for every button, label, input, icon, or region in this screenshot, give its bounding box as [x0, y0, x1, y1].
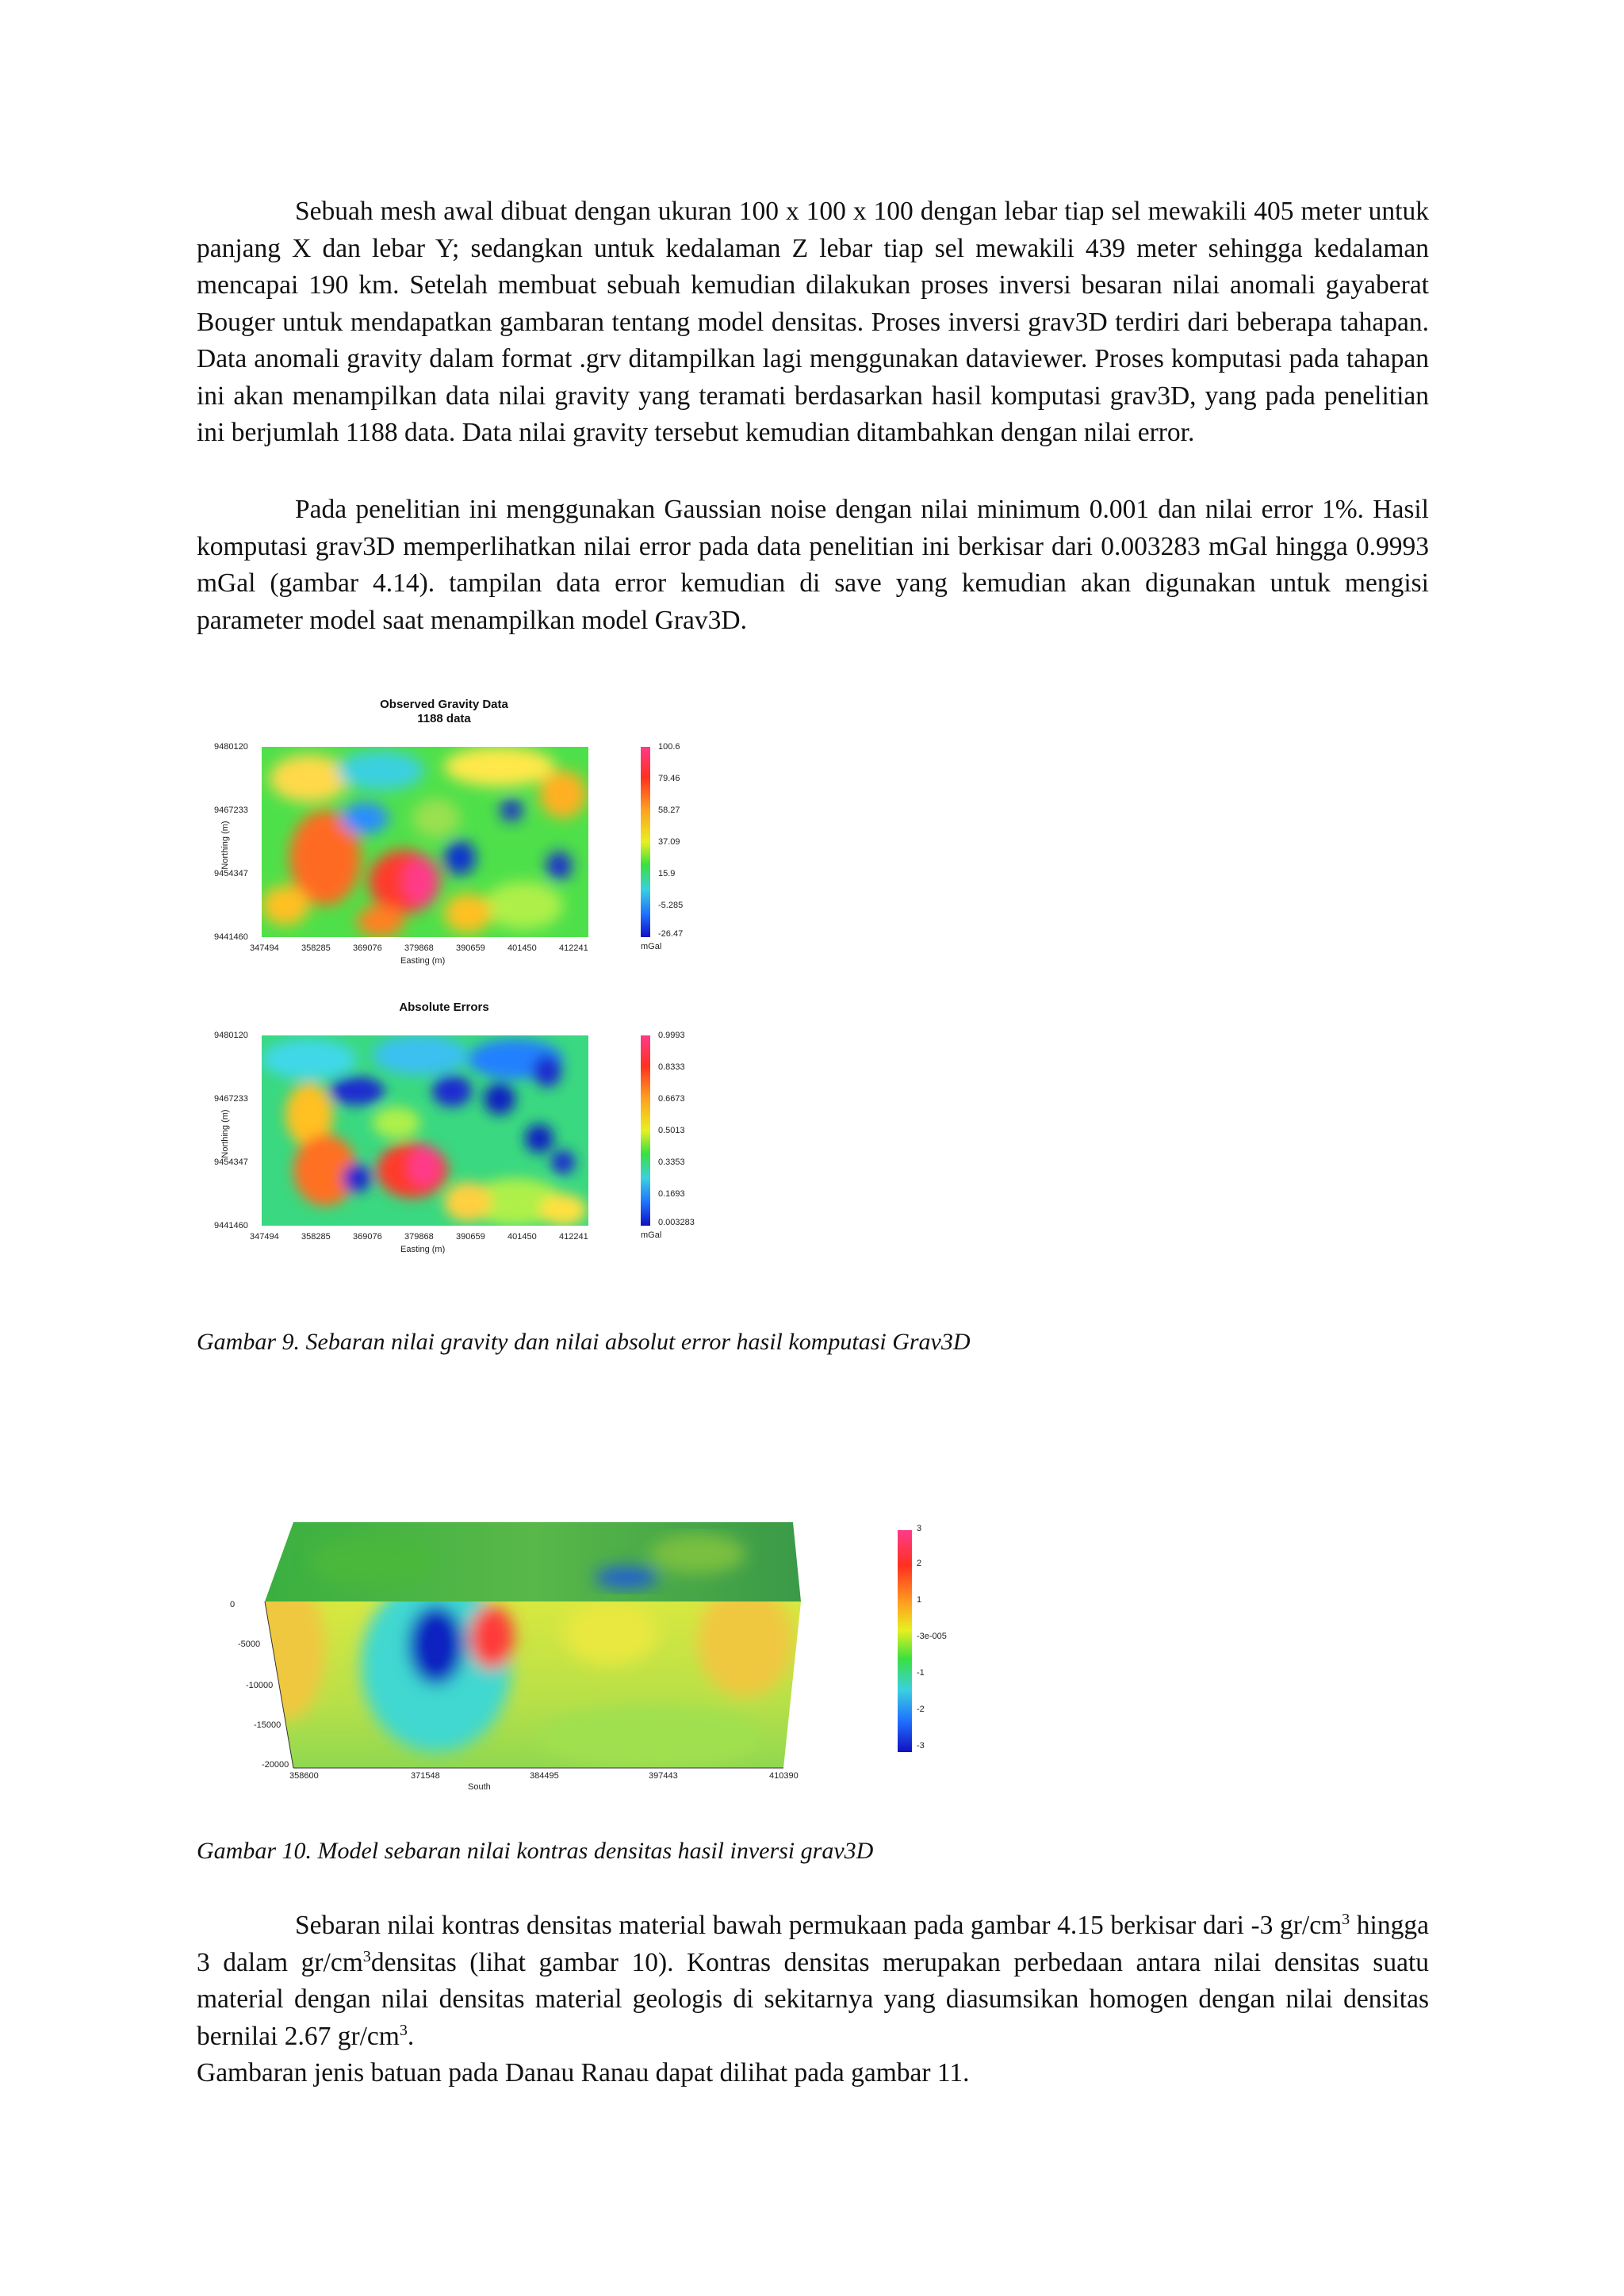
figure-observed-gravity — [206, 690, 714, 983]
text-span: hingga 3 dalam gr/cm — [197, 1911, 1429, 1977]
cbar-label: 0.003283 — [658, 1218, 695, 1227]
easting-tick: 410390 — [769, 1771, 799, 1781]
cbar-label: -3e-005 — [917, 1632, 947, 1641]
xtick: 412241 — [559, 1232, 588, 1242]
figure9-caption: Gambar 9. Sebaran nilai gravity dan nilai absolut error hasil komputasi Grav3D — [197, 1329, 971, 1355]
error-map — [262, 1035, 588, 1226]
superscript: 3 — [362, 1947, 371, 1965]
x-axis-label: Easting (m) — [400, 1245, 446, 1254]
xtick: 369076 — [353, 943, 382, 953]
paragraph-rock-types: Gambaran jenis batuan pada Danau Ranau dapat dilihat pada gambar 11. — [197, 2058, 970, 2087]
ytick: 9454347 — [214, 1158, 248, 1167]
text-span: . — [407, 2021, 415, 2051]
paragraph-gaussian-noise: Pada penelitian ini menggunakan Gaussian noise dengan nilai minimum 0.001 dan nilai error 1%. Hasil komputasi grav3D memperlihatkan nilai error pada data penelitian ini berkisar dari 0.003283 mGal hingga 0.9993 mGal (gambar 4.14). tampilan data error kemudian di save yang kemudian akan digunakan untuk mengisi parameter model saat menampilkan model Grav3D. — [197, 495, 1429, 635]
depth-tick: 0 — [230, 1600, 236, 1609]
superscript: 3 — [399, 2021, 408, 2039]
y-axis-label: Northing (m) — [220, 821, 230, 870]
plot-subtitle: 1188 data — [417, 712, 471, 725]
cbar-label: 79.46 — [658, 774, 680, 783]
cbar-label: 100.6 — [658, 742, 680, 752]
ytick: 9480120 — [214, 742, 248, 752]
cbar-label: 15.9 — [658, 869, 676, 878]
xtick: 390659 — [456, 1232, 485, 1242]
cbar-label: 37.09 — [658, 837, 680, 847]
cbar-label: 0.6673 — [658, 1094, 685, 1104]
figure10-caption: Gambar 10. Model sebaran nilai kontras densitas hasil inversi grav3D — [197, 1838, 874, 1864]
xtick: 390659 — [456, 943, 485, 953]
easting-tick: 358600 — [289, 1771, 319, 1781]
plot-title: Absolute Errors — [399, 1001, 489, 1014]
ytick: 9454347 — [214, 869, 248, 878]
depth-tick: -20000 — [262, 1760, 289, 1770]
ytick: 9480120 — [214, 1031, 248, 1040]
cbar-label: 0.5013 — [658, 1126, 685, 1135]
cbar-label: 1 — [917, 1595, 922, 1605]
cbar-label: -5.285 — [658, 901, 684, 910]
depth-tick: -15000 — [254, 1720, 282, 1730]
colorbar — [898, 1530, 912, 1752]
easting-tick: 397443 — [649, 1771, 678, 1781]
depth-tick: -5000 — [238, 1640, 261, 1649]
cbar-label: -26.47 — [658, 929, 684, 939]
figure-density-model — [206, 1506, 999, 1808]
xtick: 347494 — [250, 943, 279, 953]
ytick: 9467233 — [214, 1094, 248, 1104]
cbar-label: 0.9993 — [658, 1031, 685, 1040]
xtick: 379868 — [404, 1232, 434, 1242]
xtick: 412241 — [559, 943, 588, 953]
x-axis-label: Easting (m) — [400, 956, 446, 966]
cbar-label: 0.1693 — [658, 1189, 685, 1199]
easting-tick: 371548 — [411, 1771, 440, 1781]
xtick: 401450 — [508, 943, 537, 953]
cbar-label: 0.8333 — [658, 1062, 685, 1072]
xtick: 347494 — [250, 1232, 279, 1242]
depth-tick: -10000 — [246, 1681, 274, 1690]
cbar-label: 2 — [917, 1559, 922, 1568]
text-span: densitas (lihat gambar 10). Kontras densitas merupakan perbedaan antara nilai densitas suatu material dengan nilai densitas material geologis di sekitarnya yang diasumsikan homogen dengan nilai densitas bernilai 2.67 gr/cm — [197, 1947, 1430, 2051]
ytick: 9441460 — [214, 932, 248, 942]
cbar-unit: mGal — [641, 1230, 662, 1240]
plot-title: Observed Gravity Data — [380, 698, 508, 711]
cbar-label: 58.27 — [658, 806, 680, 815]
colorbar — [641, 747, 650, 937]
cbar-label: 3 — [917, 1524, 922, 1533]
y-axis-label: Northing (m) — [220, 1109, 230, 1158]
superscript: 3 — [1342, 1910, 1350, 1928]
text-span: Sebaran nilai kontras densitas material bawah permukaan pada gambar 4.15 berkisar dari -3 gr/cm — [295, 1911, 1342, 1940]
figure-absolute-errors — [206, 993, 714, 1278]
cbar-label: -2 — [917, 1705, 925, 1714]
easting-tick: 384495 — [530, 1771, 559, 1781]
paragraph-density-contrast — [197, 1908, 1429, 2055]
ytick: 9467233 — [214, 806, 248, 815]
cbar-label: -3 — [917, 1741, 925, 1751]
xtick: 369076 — [353, 1232, 382, 1242]
cbar-label: 0.3353 — [658, 1158, 685, 1167]
gravity-map — [262, 747, 588, 937]
xtick: 358285 — [301, 1232, 331, 1242]
colorbar — [641, 1035, 650, 1226]
xtick: 358285 — [301, 943, 331, 953]
xtick: 401450 — [508, 1232, 537, 1242]
paragraph-mesh: Sebuah mesh awal dibuat dengan ukuran 100 x 100 x 100 dengan lebar tiap sel mewakili 405 meter untuk panjang X dan lebar Y; sedangkan untuk kedalaman Z lebar tiap sel mewakili 439 meter sehingga kedalaman mencapai 190 km. Setelah membuat sebuah kemudian dilakukan proses inversi besaran nilai anomali gayaberat Bouger untuk mendapatkan gambaran tentang model densitas. Proses inversi grav3D terdiri dari beberapa tahapan. Data anomali gravity dalam format .grv ditampilkan lagi menggunakan dataviewer. Proses komputasi pada tahapan ini akan menampilkan data nilai gravity yang teramati berdasarkan hasil komputasi grav3D, yang pada penelitian ini berjumlah 1188 data. Data nilai gravity tersebut kemudian ditambahkan dengan nilai error. — [197, 197, 1429, 447]
ytick: 9441460 — [214, 1221, 248, 1230]
cbar-label: -1 — [917, 1668, 925, 1678]
x-axis-label: South — [468, 1782, 491, 1792]
xtick: 379868 — [404, 943, 434, 953]
cbar-unit: mGal — [641, 942, 662, 951]
